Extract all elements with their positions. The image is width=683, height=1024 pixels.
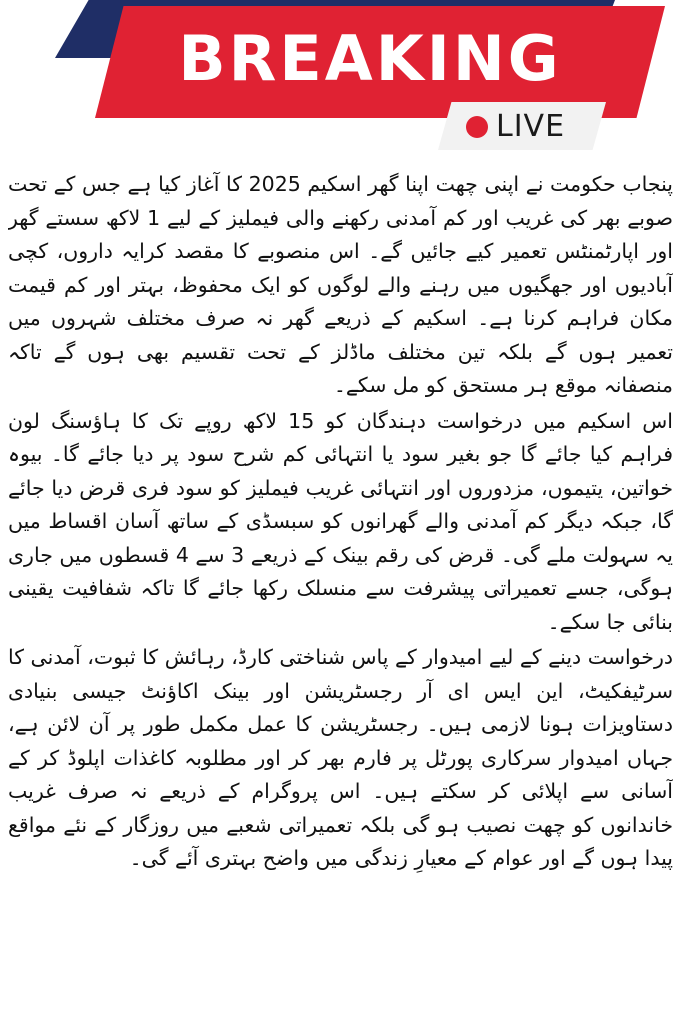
article-body (8, 168, 673, 1018)
article-paragraph-3: درخواست دینے کے لیے امیدوار کے پاس شناختی کارڈ، رہائش کا ثبوت، آمدنی کا سرٹیفکیٹ، این ایس ای آر رجسٹریشن اور بینک اکاؤنٹ جیسی بنیادی دستاویزات ہونا لازمی ہیں۔ رجسٹریشن کا عمل مکمل طور پر آن لائن ہے، جہاں امیدوار سرکاری پورٹل پر فارم بھر کر اور مطلوبہ کاغذات اپلوڈ کر کے آسانی سے اپلائی کر سکتے ہیں۔ اس پروگرام کے ذریعے نہ صرف غریب خاندانوں کو چھت نصیب ہو گی بلکہ تعمیراتی شعبے میں روزگار کے نئے مواقع پیدا ہوں گے اور عوام کے معیارِ زندگی میں واضح بہتری آئے گی۔ (8, 645, 673, 870)
article-paragraph-2: اس اسکیم میں درخواست دہندگان کو 15 لاکھ روپے تک کا ہاؤسنگ لون فراہم کیا جائے گا جو بغیر سود یا انتہائی کم شرح سود پر دیا جائے گا۔ بیوہ خواتین، یتیموں، مزدوروں اور انتہائی غریب فیملیز کو سود فری قرض دیا جائے گا، جبکہ دیگر کم آمدنی والے گھرانوں کو سبسڈی کے ساتھ آسان اقساط میں یہ سہولت ملے گی۔ قرض کی رقم بینک کے ذریعے 3 سے 4 قسطوں میں جاری ہوگی، جسے تعمیراتی پیشرفت سے منسلک رکھا جائے گا تاکہ شفافیت یقینی بنائی جا سکے۔ (8, 408, 673, 634)
breaking-banner (0, 0, 683, 160)
article-paragraph-1: پنجاب حکومت نے اپنی چھت اپنا گھر اسکیم 2025 کا آغاز کیا ہے جس کے تحت صوبے بھر کی غریب اور کم آمدنی رکھنے والی فیملیز کے لیے 1 لاکھ سستے گھر اور اپارٹمنٹس تعمیر کیے جائیں گے۔ اس منصوبے کا مقصد کرایہ داروں، کچی آبادیوں اور جھگیوں میں رہنے والے لوگوں کو ایک محفوظ، بہتر اور کم قیمت مکان فراہم کرنا ہے۔ اسکیم کے ذریعے گھر نہ صرف مختلف شہروں میں تعمیر ہوں گے بلکہ تین مختلف ماڈلز کے تحت تقسیم بھی ہوں گے تاکہ منصفانہ موقع ہر مستحق کو مل سکے۔ (8, 172, 673, 397)
live-dot-icon (466, 116, 488, 138)
live-label: LIVE (496, 109, 566, 144)
breaking-title: BREAKING (178, 22, 562, 95)
